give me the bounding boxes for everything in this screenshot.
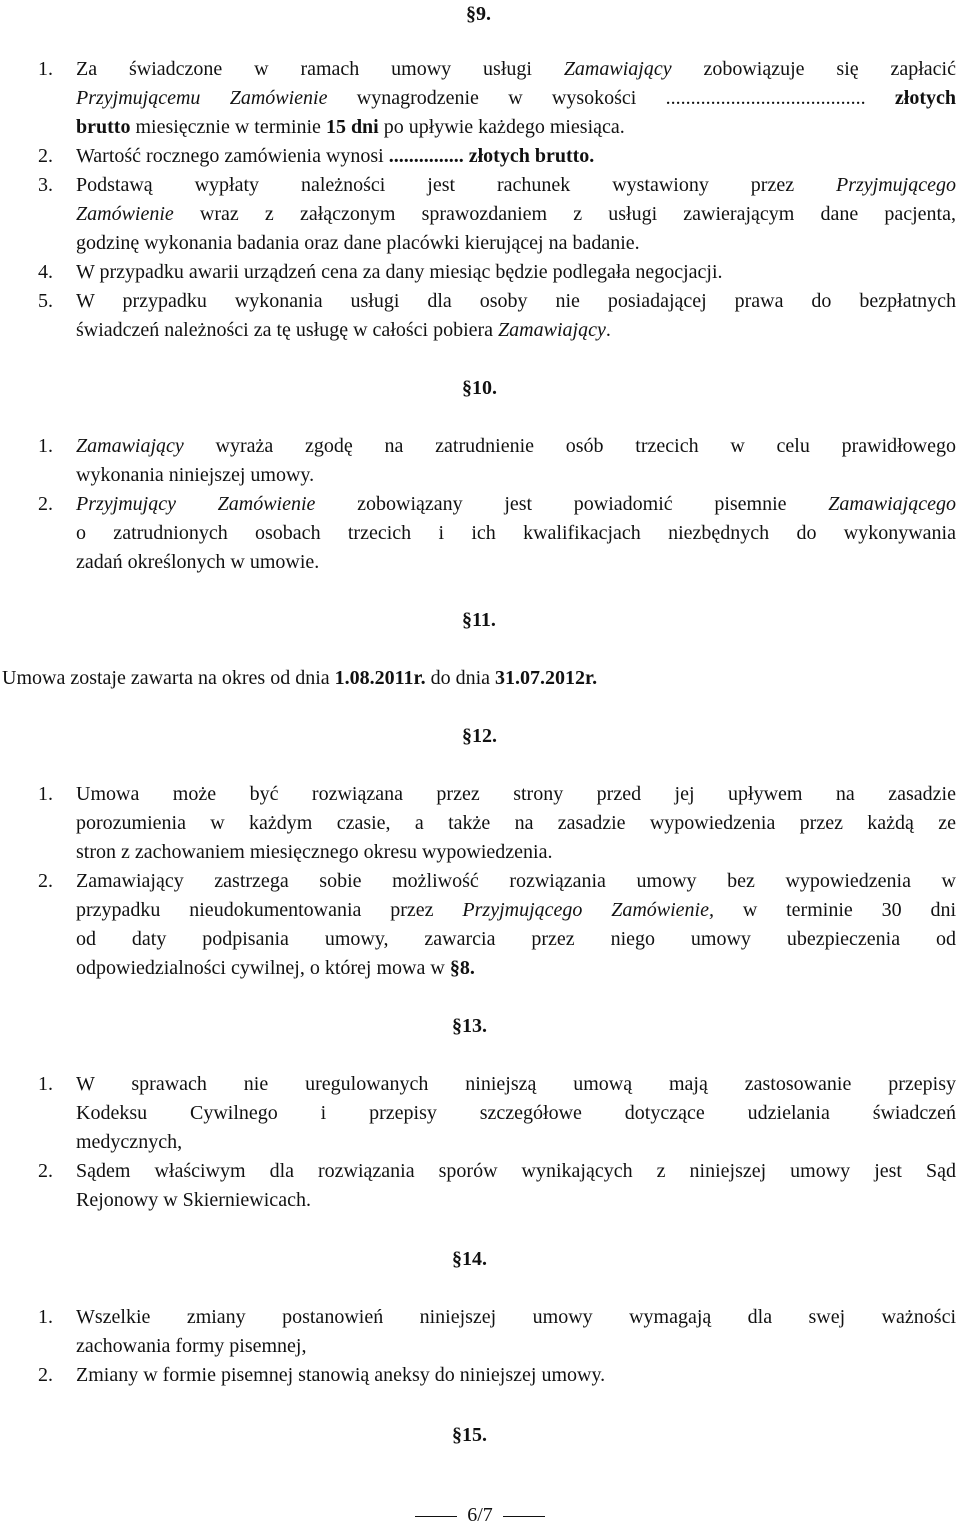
s9-item5-text: W przypadku wykonania usługi dla osoby nie posiadającej prawa do bezpłatnych świadczeń należności za tę usługę w całości pobiera Zamawiający. bbox=[76, 290, 956, 341]
s13-item1-number: 1. bbox=[38, 1073, 53, 1095]
s14-item1-number: 1. bbox=[38, 1306, 53, 1328]
s9-item3-text: Podstawą wypłaty należności jest rachunek wystawiony przez Przyjmującego Zamówienie wraz z załączonym sprawozdaniem z usługi zawierającym dane pacjenta, godzinę wykonania badania oraz dane placówki kierującej na badanie. bbox=[76, 174, 956, 254]
s14-item2-number: 2. bbox=[38, 1364, 53, 1386]
s13-item1-text: W sprawach nie uregulowanych niniejszą umową mają zastosowanie przepisy Kodeksu Cywilnego i przepisy szczegółowe dotyczące udzielania świadczeń medycznych, bbox=[76, 1073, 956, 1153]
section-sign-icon: § bbox=[452, 1015, 462, 1037]
page-number: 6/7 bbox=[467, 1504, 493, 1526]
section-sign-icon: § bbox=[452, 1424, 462, 1446]
s12-item1-text: Umowa może być rozwiązana przez strony przed jej upływem na zasadzie porozumienia w każdym czasie, a także na zasadzie wypowiedzenia przez każdą ze stron z zachowaniem miesięcznego okresu wypowiedzenia. bbox=[76, 783, 956, 863]
s12-item1-number: 1. bbox=[38, 783, 53, 805]
s14-item1-text: Wszelkie zmiany postanowień niniejszej umowy wymagają dla swej ważności zachowania formy pisemnej, bbox=[76, 1306, 956, 1357]
s14-item2-text: Zmiany w formie pisemnej stanowią aneksy do niniejszej umowy. bbox=[76, 1364, 606, 1386]
page-footer bbox=[0, 1501, 960, 1530]
s10-item1-number: 1. bbox=[38, 435, 53, 457]
section-sign-icon: § bbox=[462, 725, 472, 747]
s10-item2-text: Przyjmujący Zamówienie zobowiązany jest powiadomić pisemnie Zamawiającego o zatrudnionych osobach trzecich i ich kwalifikacjach niezbędnych do wykonywania zadań określonych w umowie. bbox=[76, 493, 956, 573]
s9-item1-text: Za świadczone w ramach umowy usługi Zamawiający zobowiązuje się zapłacić Przyjmującemu Zamówienie wynagrodzenie w wysokości ........................................ złotych brutto miesięcznie w terminie 15 dni po upływie każdego miesiąca. bbox=[76, 58, 956, 138]
s9-item5-number: 5. bbox=[38, 290, 53, 312]
s13-item2-text: Sądem właściwym dla rozwiązania sporów wynikających z niniejszej umowy jest Sąd Rejonowy w Skierniewicach. bbox=[76, 1160, 956, 1211]
section-12-heading: §12. bbox=[462, 725, 497, 747]
section-13-heading: §13. bbox=[452, 1015, 487, 1037]
s9-item4-number: 4. bbox=[38, 261, 53, 283]
dash-left bbox=[415, 1516, 457, 1517]
section-sign-icon: § bbox=[462, 609, 472, 631]
section-10-heading: §10. bbox=[462, 377, 497, 399]
s10-item2-number: 2. bbox=[38, 493, 53, 515]
s13-item2-number: 2. bbox=[38, 1160, 53, 1182]
section-11-heading: §11. bbox=[462, 609, 496, 631]
s9-item2-text: Wartość rocznego zamówienia wynosi ............... złotych brutto. bbox=[76, 145, 595, 167]
section-15-heading: §15. bbox=[452, 1424, 487, 1446]
s9-item3-number: 3. bbox=[38, 174, 53, 196]
s12-item2-text: Zamawiający zastrzega sobie możliwość rozwiązania umowy bez wypowiedzenia w przypadku nieudokumentowania przez Przyjmującego Zamówienie, w terminie 30 dni od daty podpisania umowy, zawarcia przez niego umowy ubezpieczenia od odpowiedzialności cywilnej, o której mowa w §8. bbox=[76, 870, 956, 979]
s9-item1-number: 1. bbox=[38, 58, 53, 80]
section-sign-icon: § bbox=[462, 377, 472, 399]
section-14-heading: §14. bbox=[452, 1248, 487, 1270]
s12-item2-number: 2. bbox=[38, 870, 53, 892]
s10-item1-text: Zamawiający wyraża zgodę na zatrudnienie osób trzecich w celu prawidłowego wykonania niniejszej umowy. bbox=[76, 435, 956, 486]
s9-item2-number: 2. bbox=[38, 145, 53, 167]
s11-text: Umowa zostaje zawarta na okres od dnia 1.08.2011r. do dnia 31.07.2012r. bbox=[2, 667, 598, 689]
dash-right bbox=[503, 1516, 545, 1517]
section-sign-icon: § bbox=[452, 1248, 462, 1270]
s9-item4-text: W przypadku awarii urządzeń cena za dany miesiąc będzie podlegała negocjacji. bbox=[76, 261, 723, 283]
